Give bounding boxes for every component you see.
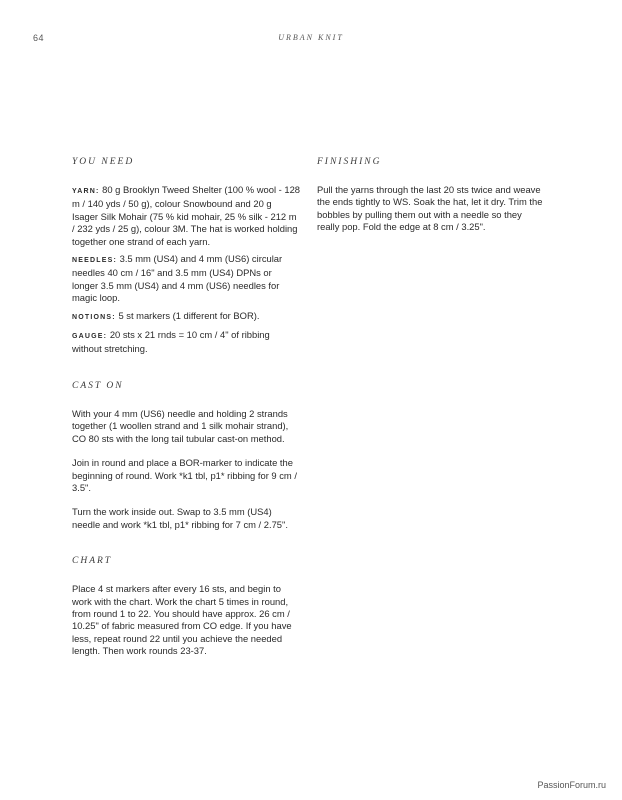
yarn-label: YARN: [72, 188, 100, 195]
yarn-text: 80 g Brooklyn Tweed Shelter (100 % wool - 128 m / 140 yds / 50 g), colour Snowbound and 20 g Isager Silk Mohair (75 % kid mohair, 25 % silk - 212 m / 232 yds / 25 g), colour 3M. The hat is worked holding together one strand of each yarn. [72, 184, 300, 247]
notions-label: NOTIONS: [72, 313, 116, 321]
gauge-label: GAUGE: [72, 333, 108, 341]
page-number: 64 [33, 33, 45, 43]
cast-on-paragraph: With your 4 mm (US6) needle and holding 2 strands together (1 woollen strand and 1 silk mohair strand), CO 80 sts with the long tail tubular cast-on method. [72, 407, 289, 444]
yarn-item [72, 184, 300, 248]
you-need-heading: YOU NEED [72, 157, 135, 167]
chart-heading: CHART [72, 556, 113, 567]
notions-item [72, 310, 300, 324]
site-credit: PassionForum.ru [537, 780, 606, 790]
left-column [72, 156, 300, 682]
finishing-section [317, 156, 545, 234]
cast-on-section [72, 380, 300, 531]
needles-label: NEEDLES: [72, 257, 117, 265]
chart-paragraph: Place 4 st markers after every 16 sts, and begin to work with the chart. Work the chart 5 times in round, from round 1 to 22. You should have approx. 26 cm / 10.25" of fabric measured from CO edge. If you have less, repeat round 22 until you achieve the needed length. Then work rounds 23-37. [72, 583, 292, 657]
gauge-item [72, 329, 300, 356]
needles-text: 3.5 mm (US4) and 4 mm (US6) circular needles 40 cm / 16" and 3.5 mm (US4) DPNs or longer 3.5 mm (US4) and 4 mm (US6) needles for magic loop. [72, 253, 283, 304]
needles-item [72, 253, 300, 305]
cast-on-heading: CAST ON [72, 380, 124, 391]
you-need-section [72, 156, 300, 356]
finishing-heading: FINISHING [317, 157, 382, 167]
right-column [317, 156, 545, 258]
running-title: URBAN KNIT [278, 33, 344, 42]
finishing-paragraph: Pull the yarns through the last 20 sts twice and weave the ends tightly to WS. Soak the hat, let it dry. Trim the bobbles by pulling them out with a needle so they really pop. Fold the edge at 8 cm / 3.25". [317, 184, 543, 233]
cast-on-paragraph: Turn the work inside out. Swap to 3.5 mm (US4) needle and work *k1 tbl, p1* ribbing for 7 cm / 2.75". [72, 506, 288, 530]
gauge-text: 20 sts x 21 rnds = 10 cm / 4" of ribbing without stretching. [72, 329, 270, 355]
chart-section [72, 555, 300, 657]
cast-on-paragraph: Join in round and place a BOR-marker to indicate the beginning of round. Work *k1 tbl, p1* ribbing for 9 cm / 3.5". [72, 457, 297, 493]
notions-text: 5 st markers (1 different for BOR). [118, 309, 260, 321]
